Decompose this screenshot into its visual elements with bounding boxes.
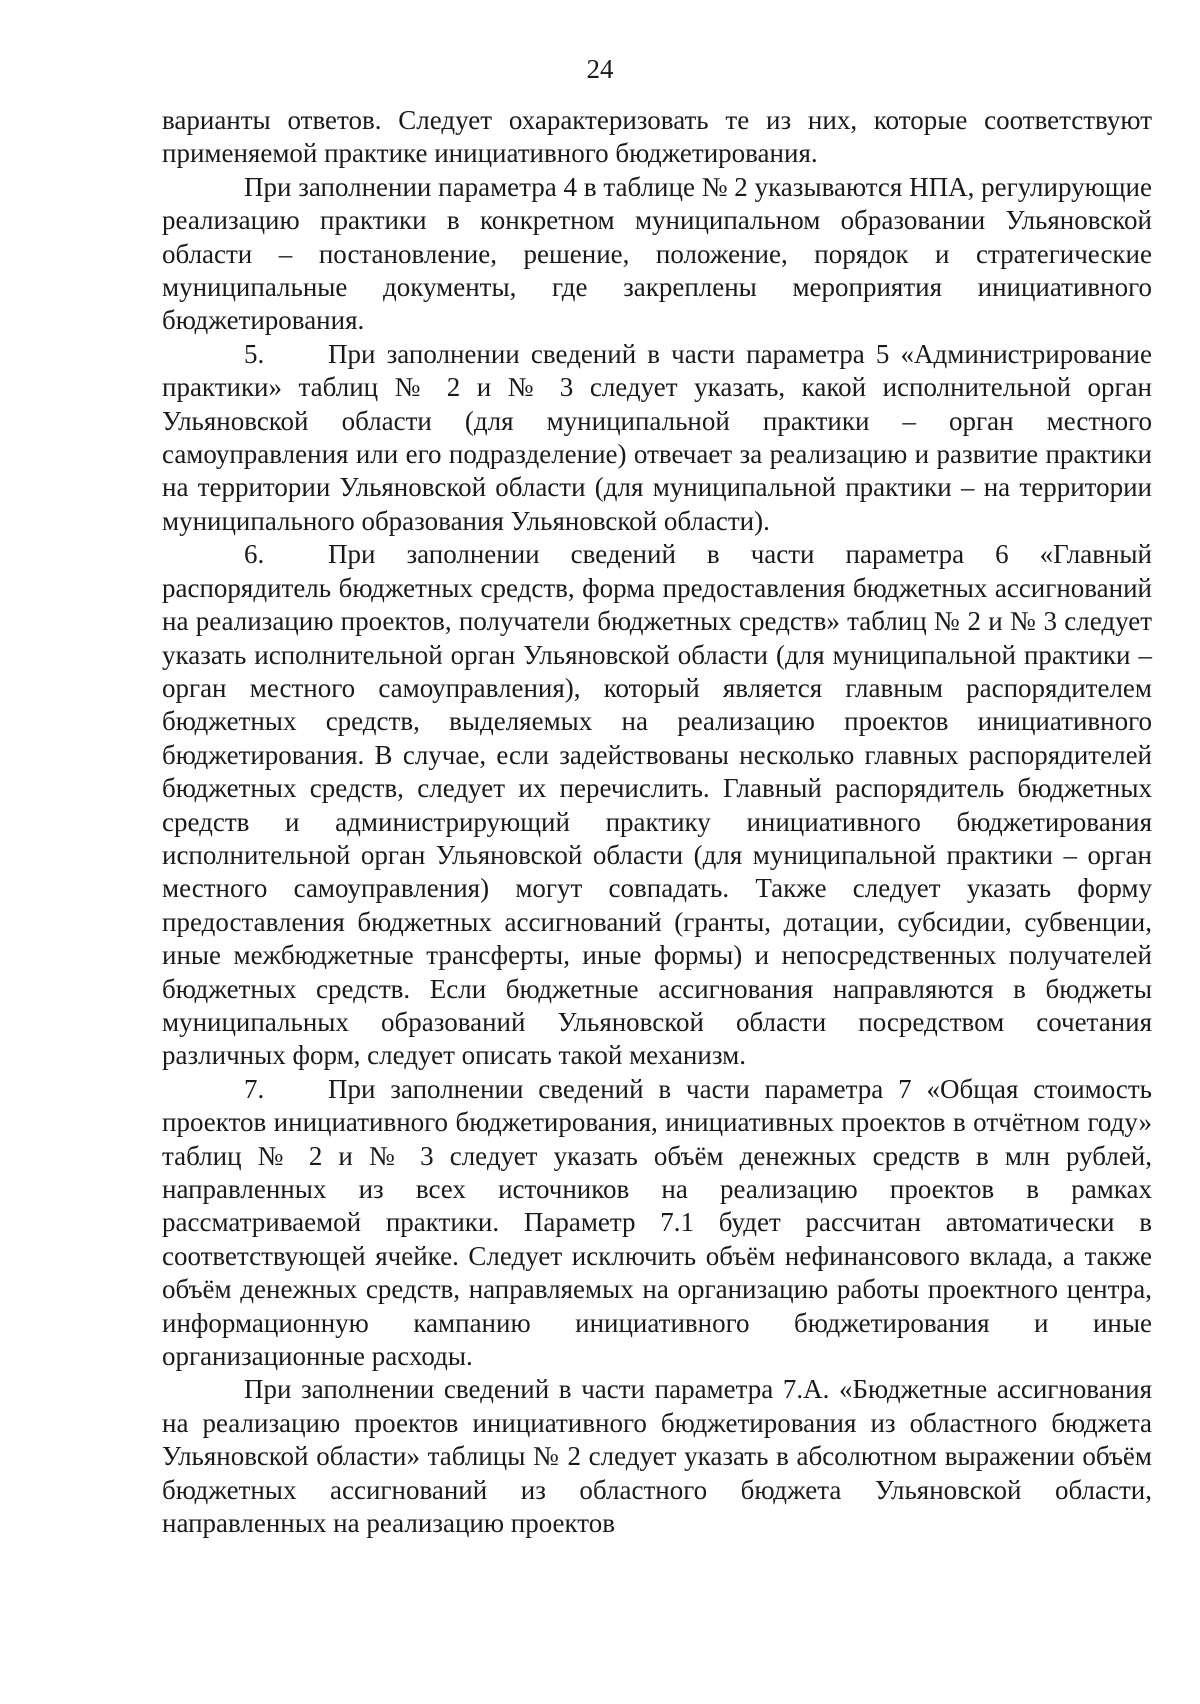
paragraph-text: При заполнении сведений в части параметра 7 «Общая стоимость проектов инициативного бюджетирования, инициативных проектов в отчётном году» таблиц № 2 и № 3 следует указать объём денежных средств в млн рублей, направленных из всех источников на реализацию проектов в рамках рассматриваемой практики. Параметр 7.1 будет рассчитан автоматически в соответствующей ячейке. Следует исключить объём нефинансового вклада, а также объём денежных средств, направляемых на организацию работы проектного центра, информационную кампанию инициативного бюджетирования и иные организационные расходы. — [162, 1073, 1152, 1372]
paragraph-continuation — [162, 104, 1152, 171]
paragraph-parameter-7a — [162, 1373, 1152, 1540]
paragraph-text: При заполнении параметра 4 в таблице № 2 указываются НПА, регулирующие реализацию практики в конкретном муниципальном образовании Ульяновской области – постановление, решение, положение, порядок и стратегические муниципальные документы, где закреплены мероприятия инициативного бюджетирования. — [162, 171, 1152, 336]
paragraph-text: При заполнении сведений в части параметра 7.А. «Бюджетные ассигнования на реализацию проектов инициативного бюджетирования из областного бюджета Ульяновской области» таблицы № 2 следует указать в абсолютном выражении объём бюджетных ассигнований из областного бюджета Ульяновской области, направленных на реализацию проектов — [162, 1374, 1152, 1539]
page-number: 24 — [586, 54, 614, 84]
paragraph-parameter-4 — [162, 171, 1152, 338]
document-body — [162, 104, 1152, 1540]
paragraph-text: варианты ответов. Следует охарактеризовать те из них, которые соответствуют применяемой практике инициативного бюджетирования. — [162, 105, 1152, 169]
paragraph-item-5 — [162, 338, 1152, 538]
paragraph-item-6 — [162, 538, 1152, 1073]
paragraph-item-7 — [162, 1073, 1152, 1374]
paragraph-text: При заполнении сведений в части параметра 5 «Администрирование практики» таблиц № 2 и № 3 следует указать, какой исполнительной орган Ульяновской области (для муниципальной практики – орган местного самоуправления или его подразделение) отвечает за реализацию и развитие практики на территории Ульяновской области (для муниципальной практики – на территории муниципального образования Ульяновской области). — [162, 338, 1152, 536]
item-number: 5. — [244, 338, 265, 369]
paragraph-text: При заполнении сведений в части параметра 6 «Главный распорядитель бюджетных средств, форма предоставления бюджетных ассигнований на реализацию проектов, получатели бюджетных средств» таблиц № 2 и № 3 следует указать исполнительной орган Ульяновской области (для муниципальной практики – орган местного самоуправления), который является главным распорядителем бюджетных средств, выделяемых на реализацию проектов инициативного бюджетирования. В случае, если задействованы несколько главных распорядителей бюджетных средств, следует их перечислить. Главный распорядитель бюджетных средств и администрирующий практику инициативного бюджетирования исполнительной орган Ульяновской области (для муниципальной практики – орган местного самоуправления) могут совпадать. Также следует указать форму предоставления бюджетных ассигнований (гранты, дотации, субсидии, субвенции, иные межбюджетные трансферты, иные формы) и непосредственных получателей бюджетных средств. Если бюджетные ассигнования направляются в бюджеты муниципальных образований Ульяновской области посредством сочетания различных форм, следует описать такой механизм. — [162, 539, 1152, 1071]
item-number: 7. — [244, 1073, 265, 1104]
item-number: 6. — [244, 539, 265, 570]
